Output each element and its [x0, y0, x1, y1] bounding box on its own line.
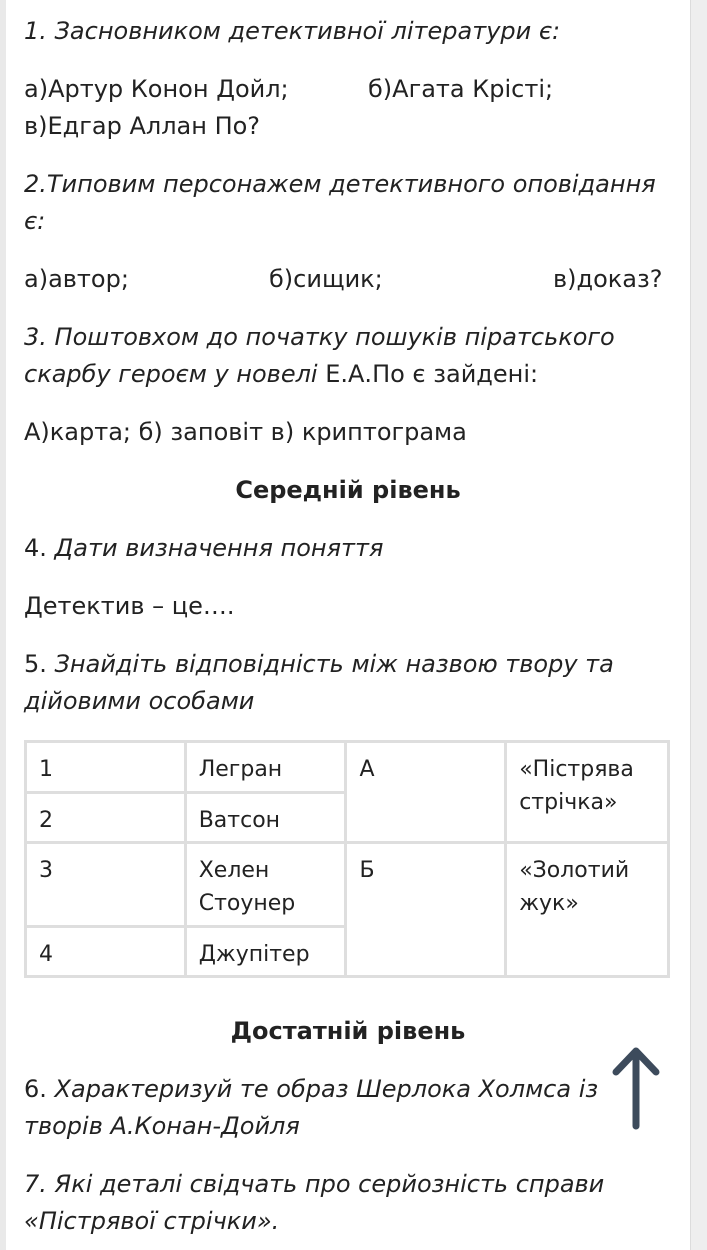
q1-option-b: б)Агата Крісті;: [368, 75, 554, 103]
table-cell-work: «Пістрява стрічка»: [506, 742, 669, 843]
table-cell-num: 3: [26, 843, 186, 927]
matching-table: [24, 740, 670, 978]
table-cell-num: 2: [26, 793, 186, 843]
table-row: [26, 843, 669, 927]
q2-question-line1: 2.Типовим персонажем детективного оповідання: [24, 170, 656, 198]
q2-option-c: в)доказ?: [553, 265, 663, 293]
q5-text: Знайдіть відповідність між назвою твору та: [54, 650, 614, 678]
page-left-edge: [0, 0, 6, 1250]
scroll-to-top-arrow-icon[interactable]: [612, 1046, 660, 1130]
page-right-edge: [690, 0, 707, 1250]
q3-question-line2-plain: Е.А.По є зайдені:: [317, 360, 539, 388]
table-cell-name: Ватсон: [185, 793, 346, 843]
level-medium-heading: Середній рівень: [235, 476, 461, 504]
table-cell-num: 4: [26, 927, 186, 977]
q1-option-c: в)Едгар Аллан По?: [24, 112, 261, 140]
q2-option-b: б)сищик;: [269, 265, 383, 293]
table-cell-name: Джупітер: [185, 927, 346, 977]
q4-question: [24, 532, 383, 565]
q6-question-line1: [24, 1073, 598, 1106]
q3-options: А)карта; б) заповіт в) криптограма: [24, 418, 467, 446]
q4-answer-stub: Детектив – це….: [24, 592, 235, 620]
q2-option-a: а)автор;: [24, 265, 129, 293]
q4-number: 4.: [24, 534, 47, 562]
q6-question-line2: творів А.Конан-Дойля: [24, 1112, 300, 1140]
q3-question-line2: [24, 358, 538, 391]
q2-question-line2: є:: [24, 207, 46, 235]
table-cell-work: «Золотий жук»: [506, 843, 669, 977]
q1-question: 1. Засновником детективної літератури є:: [24, 17, 561, 45]
q7-question-line1: 7. Які деталі свідчать про серйозність справи: [24, 1170, 605, 1198]
table-cell-letter: А: [346, 742, 506, 843]
q5-question-line2: дійовими особами: [24, 687, 255, 715]
q6-text: Характеризуй те образ Шерлока Холмса із: [54, 1075, 599, 1103]
q5-number: 5.: [24, 650, 47, 678]
table-cell-name: Легран: [185, 742, 346, 793]
q3-question-line2-italic: скарбу героєм у новелі: [24, 360, 318, 388]
level-sufficient-heading: Достатній рівень: [230, 1017, 466, 1045]
table-cell-num: 1: [26, 742, 186, 793]
q7-question-line2: «Пістрявої стрічки».: [24, 1207, 280, 1235]
q3-question-line1: 3. Поштовхом до початку пошуків піратського: [24, 323, 615, 351]
q4-text: Дати визначення поняття: [54, 534, 384, 562]
q1-option-a: а)Артур Конон Дойл;: [24, 75, 289, 103]
table-row: [26, 742, 669, 793]
table-cell-name: Хелен Стоунер: [185, 843, 346, 927]
table-cell-letter: Б: [346, 843, 506, 977]
q6-number: 6.: [24, 1075, 47, 1103]
q5-question-line1: [24, 648, 614, 681]
